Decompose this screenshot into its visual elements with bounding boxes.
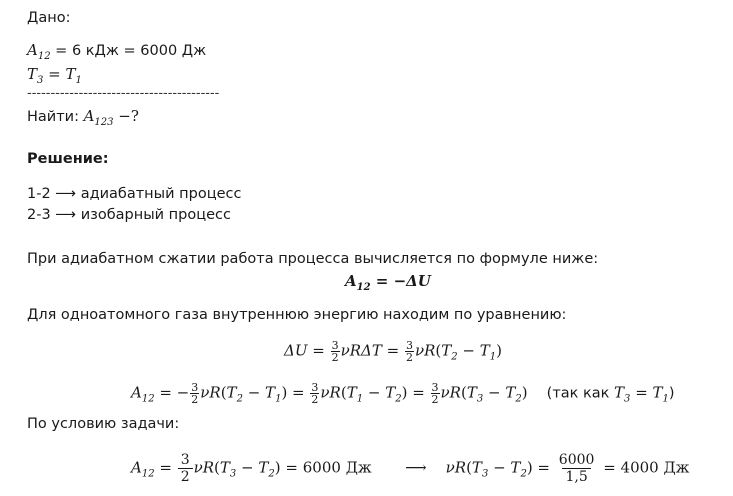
internal-energy-formula: ΔU = $\frac{3}{2}$ νRΔT = $\frac{3}{2}$ $\nu R(T_2 - T_1)$ — [284, 339, 502, 364]
given-work-line: $A_{12} = 6$ кДж = 6000 Дж — [27, 41, 207, 62]
final-formula: $A_{12}$ = $\frac{3}{2}$ $\nu R(T_3 - T_2) = 6000$ Дж ⟶ $\nu R(T_3 - T_2)$ = $\frac{6000}{1,5}$ = 4000 Дж — [131, 452, 690, 485]
find-line: Найти: $A_{123}$ −? — [27, 107, 139, 128]
given-label: Дано: — [27, 10, 71, 26]
fraction-numerator: 6000 — [558, 452, 595, 468]
given-temperature-line: $T_3 = T_1$ — [27, 65, 82, 86]
step-2-3: 2-3 ⟶ изобарный процесс — [27, 207, 231, 223]
monatomic-text: Для одноатомного газа внутреннюю энергию находим по уравнению: — [27, 307, 567, 323]
result-energy: 6000 Дж — [302, 458, 372, 477]
note-text: (так как — [546, 385, 615, 402]
step-1-2: 1-2 ⟶ адиабатный процесс — [27, 186, 242, 202]
result-final: 4000 Дж — [620, 458, 690, 477]
given-divider: ----------------------------------------- — [27, 86, 220, 101]
work-expansion-formula: $A_{12}$ = − $\frac{3}{2}$ $\nu R(T_2 - T_1)$ = $\frac{3}{2}$ $\nu R(T_1 - T_2)$ = $\frac{3}{2}$ $\nu R(T_3 - T_2)$ (так как $T_3 = T_1$) — [131, 381, 675, 406]
condition-text: По условию задачи: — [27, 416, 180, 432]
solution-label: Решение: — [27, 151, 109, 167]
given-work-value: = 6 кДж = 6000 Дж — [50, 43, 207, 59]
adiabatic-formula: $A_{12} = -\Delta U$ — [345, 272, 431, 293]
fraction-denominator: 1,5 — [562, 468, 590, 485]
adiabatic-text: При адиабатном сжатии работа процесса вычисляется по формуле ниже: — [27, 251, 599, 267]
